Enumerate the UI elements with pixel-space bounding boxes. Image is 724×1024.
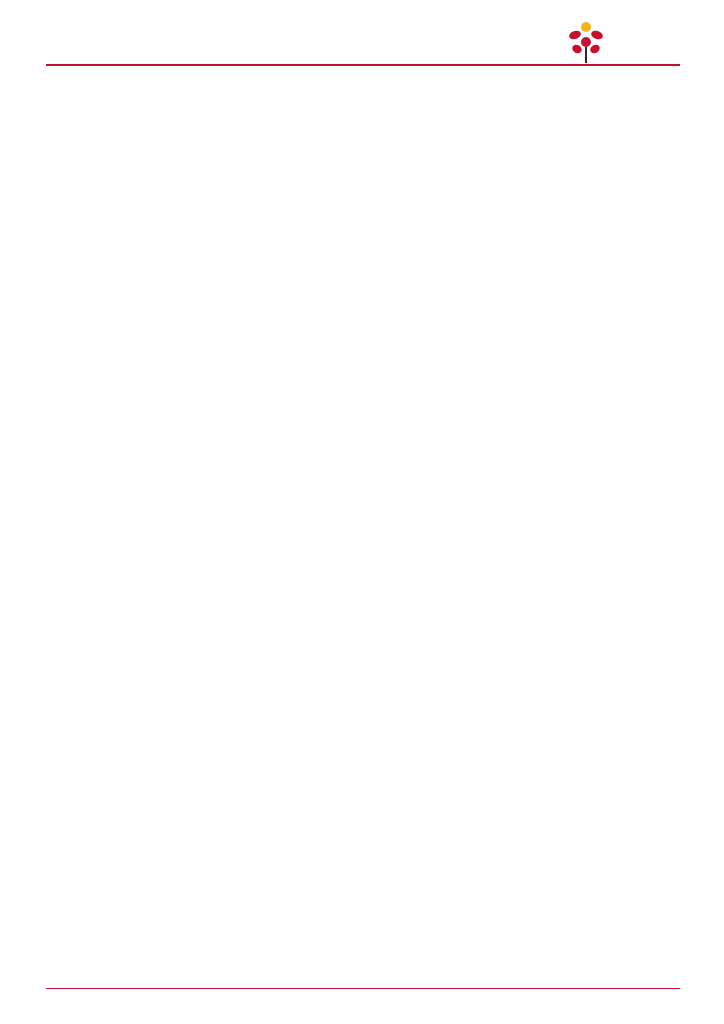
footer-divider	[46, 988, 680, 989]
brand-logo	[566, 20, 686, 64]
flower-logo-icon	[566, 20, 606, 64]
header-divider	[46, 64, 680, 66]
